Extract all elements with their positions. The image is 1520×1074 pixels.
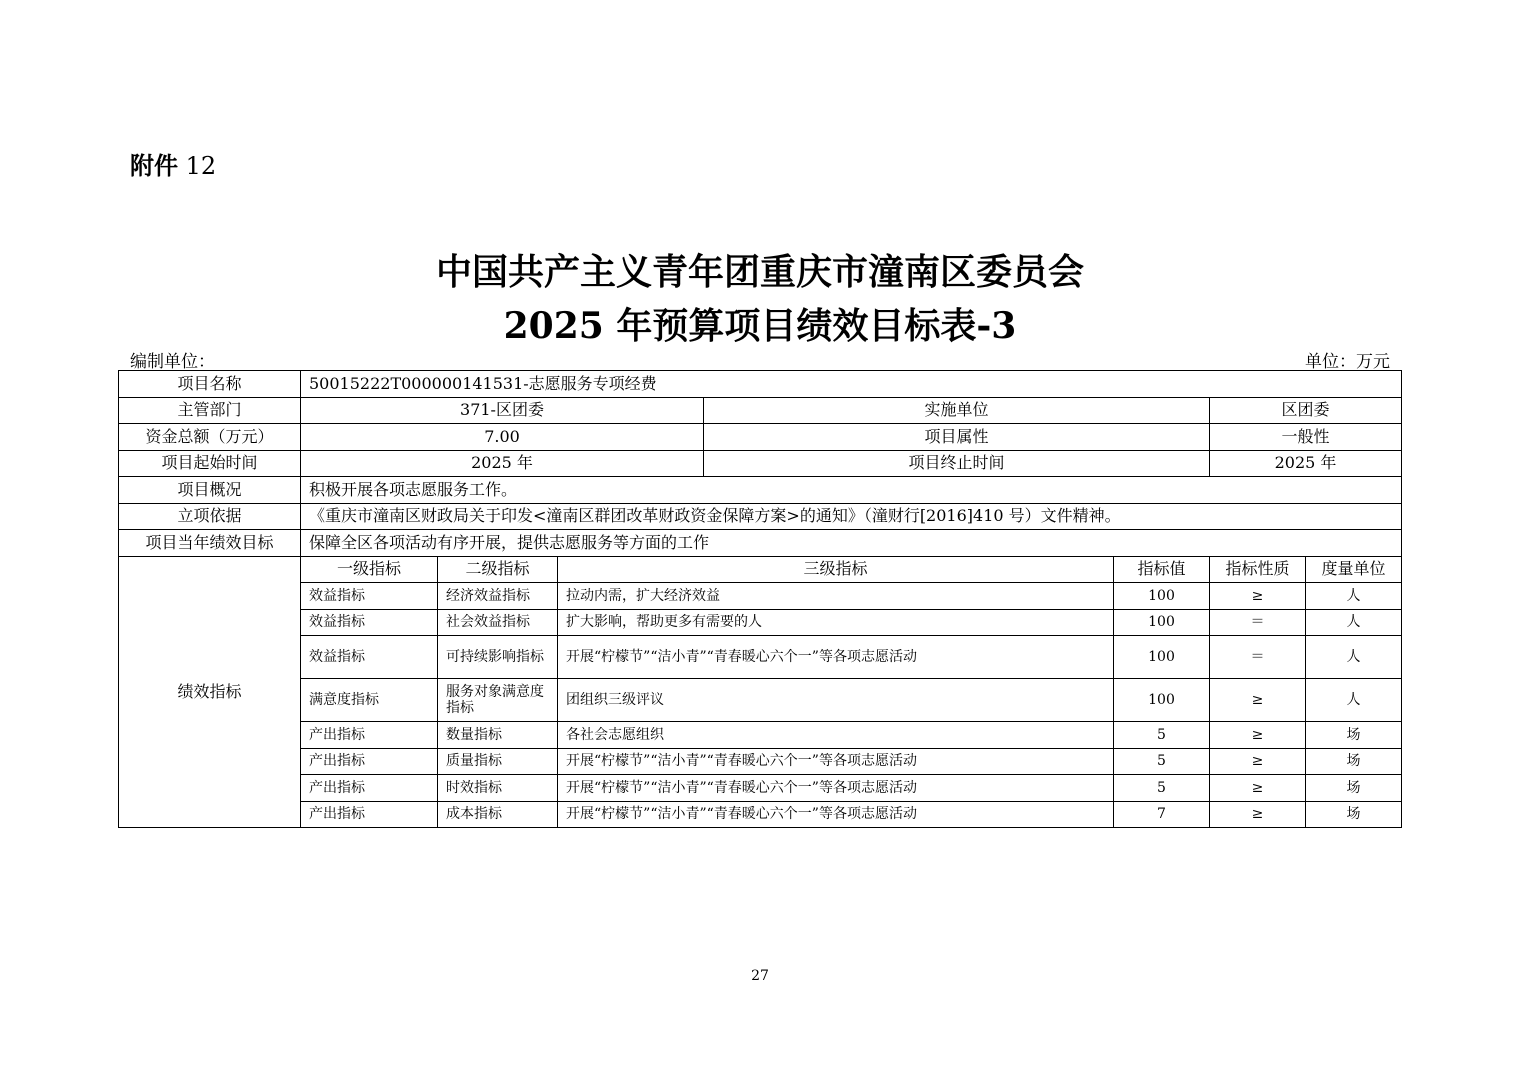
goal-label: 项目当年绩效目标 [119, 530, 301, 557]
indicator-row [119, 583, 1402, 610]
indicator-l2: 可持续影响指标 [438, 636, 558, 679]
start-value: 2025 年 [301, 450, 704, 477]
overview-value: 积极开展各项志愿服务工作。 [301, 477, 1402, 504]
indicator-l2: 经济效益指标 [438, 583, 558, 610]
indicator-row [119, 636, 1402, 679]
project-name-label: 项目名称 [119, 371, 301, 398]
attr-value: 一般性 [1210, 424, 1402, 451]
indicator-row [119, 722, 1402, 749]
indicator-row [119, 609, 1402, 636]
indicator-l3: 开展“柠檬节”“洁小青”“青春暖心六个一”等各项志愿活动 [558, 775, 1114, 802]
attr-label: 项目属性 [704, 424, 1210, 451]
unit-label: 单位：万元 [1305, 352, 1390, 372]
performance-table [118, 370, 1402, 828]
row-fund [119, 424, 1402, 451]
impl-label: 实施单位 [704, 397, 1210, 424]
row-goal [119, 530, 1402, 557]
dept-value: 371-区团委 [301, 397, 704, 424]
indicator-row [119, 679, 1402, 722]
indicator-l1: 满意度指标 [301, 679, 438, 722]
header-l1: 一级指标 [301, 556, 438, 583]
indicator-l1: 产出指标 [301, 775, 438, 802]
row-overview [119, 477, 1402, 504]
row-project-name [119, 371, 1402, 398]
page-number: 27 [751, 968, 769, 984]
header-l3: 三级指标 [558, 556, 1114, 583]
overview-label: 项目概况 [119, 477, 301, 504]
indicator-nature: ＝ [1210, 609, 1306, 636]
dept-label: 主管部门 [119, 397, 301, 424]
indicator-l2: 成本指标 [438, 801, 558, 828]
indicator-unit: 场 [1306, 801, 1402, 828]
start-label: 项目起始时间 [119, 450, 301, 477]
header-l2: 二级指标 [438, 556, 558, 583]
row-basis [119, 503, 1402, 530]
indicator-value: 7 [1114, 801, 1210, 828]
project-name-value: 50015222T000000141531-志愿服务专项经费 [301, 371, 1402, 398]
indicator-nature: ＝ [1210, 636, 1306, 679]
document-title-line2: 2025 年预算项目绩效目标表-3 [503, 305, 1017, 347]
indicator-nature: ≥ [1210, 801, 1306, 828]
indicator-value: 100 [1114, 609, 1210, 636]
indicator-l2: 服务对象满意度指标 [438, 679, 558, 722]
end-label: 项目终止时间 [704, 450, 1210, 477]
indicator-l3: 开展“柠檬节”“洁小青”“青春暖心六个一”等各项志愿活动 [558, 636, 1114, 679]
indicator-row [119, 775, 1402, 802]
attachment-word: 附件 [130, 152, 178, 180]
indicator-nature: ≥ [1210, 775, 1306, 802]
indicator-unit: 场 [1306, 775, 1402, 802]
indicator-row [119, 801, 1402, 828]
end-value: 2025 年 [1210, 450, 1402, 477]
indicator-l3: 各社会志愿组织 [558, 722, 1114, 749]
indicator-l1: 效益指标 [301, 609, 438, 636]
indicator-l1: 产出指标 [301, 748, 438, 775]
document-title-line1: 中国共产主义青年团重庆市潼南区委员会 [435, 251, 1084, 293]
indicator-l2: 时效指标 [438, 775, 558, 802]
indicator-l3: 团组织三级评议 [558, 679, 1114, 722]
indicator-l1: 效益指标 [301, 583, 438, 610]
indicator-unit: 人 [1306, 636, 1402, 679]
basis-value: 《重庆市潼南区财政局关于印发<潼南区群团改革财政资金保障方案>的通知》（潼财行[2016]410 号）文件精神。 [301, 503, 1402, 530]
header-nature: 指标性质 [1210, 556, 1306, 583]
compiler-label: 编制单位： [130, 352, 215, 372]
indicator-value: 5 [1114, 748, 1210, 775]
header-unit: 度量单位 [1306, 556, 1402, 583]
indicator-l1: 效益指标 [301, 636, 438, 679]
indicator-nature: ≥ [1210, 722, 1306, 749]
indicator-l3: 扩大影响，帮助更多有需要的人 [558, 609, 1114, 636]
indicator-nature: ≥ [1210, 583, 1306, 610]
indicator-nature: ≥ [1210, 748, 1306, 775]
indicator-nature: ≥ [1210, 679, 1306, 722]
indicator-l3: 开展“柠檬节”“洁小青”“青春暖心六个一”等各项志愿活动 [558, 801, 1114, 828]
indicator-value: 5 [1114, 722, 1210, 749]
basis-label: 立项依据 [119, 503, 301, 530]
indicator-unit: 场 [1306, 722, 1402, 749]
indicator-value: 100 [1114, 583, 1210, 610]
indicator-l3: 拉动内需，扩大经济效益 [558, 583, 1114, 610]
indicator-row [119, 748, 1402, 775]
indicator-unit: 场 [1306, 748, 1402, 775]
indicator-l3: 开展“柠檬节”“洁小青”“青春暖心六个一”等各项志愿活动 [558, 748, 1114, 775]
indicator-l1: 产出指标 [301, 722, 438, 749]
indicator-unit: 人 [1306, 679, 1402, 722]
attachment-number: 12 [185, 152, 217, 180]
row-time [119, 450, 1402, 477]
impl-value: 区团委 [1210, 397, 1402, 424]
indicator-unit: 人 [1306, 609, 1402, 636]
indicator-l2: 数量指标 [438, 722, 558, 749]
fund-label: 资金总额（万元） [119, 424, 301, 451]
indicator-l2: 质量指标 [438, 748, 558, 775]
indicator-l1: 产出指标 [301, 801, 438, 828]
indicator-unit: 人 [1306, 583, 1402, 610]
indicator-l2: 社会效益指标 [438, 609, 558, 636]
indicator-value: 100 [1114, 679, 1210, 722]
attachment-label [130, 146, 216, 181]
indicator-value: 5 [1114, 775, 1210, 802]
indicators-section-label: 绩效指标 [119, 556, 301, 828]
fund-value: 7.00 [301, 424, 704, 451]
goal-value: 保障全区各项活动有序开展，提供志愿服务等方面的工作 [301, 530, 1402, 557]
row-dept [119, 397, 1402, 424]
indicator-header-row [119, 556, 1402, 583]
header-value: 指标值 [1114, 556, 1210, 583]
indicator-value: 100 [1114, 636, 1210, 679]
